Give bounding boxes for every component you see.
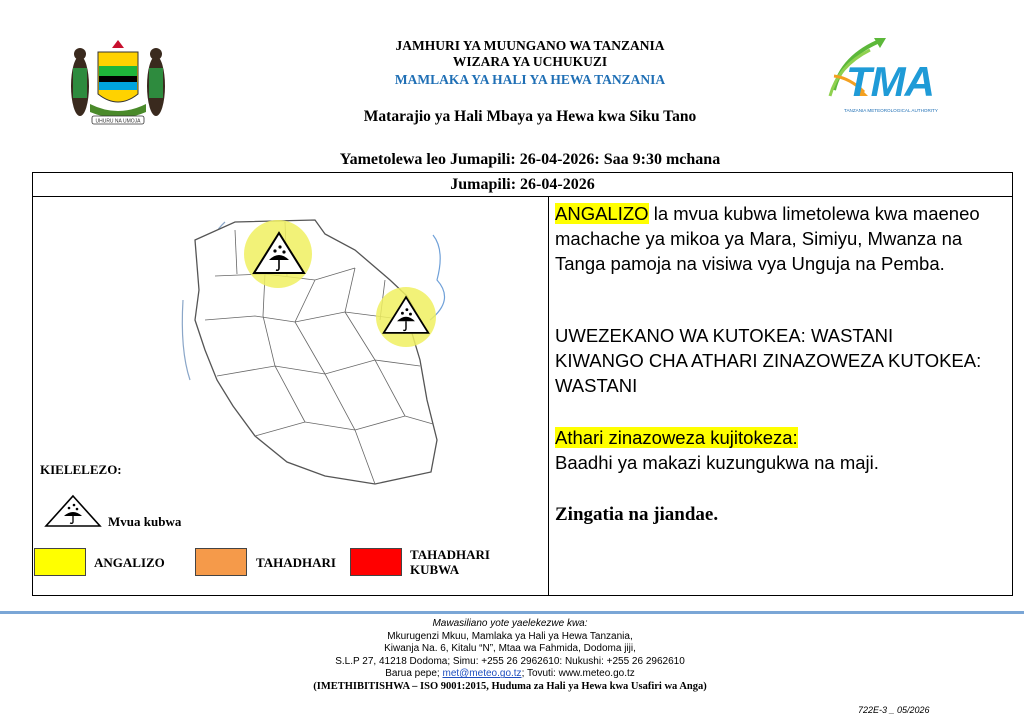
legend-label-angalizo: ANGALIZO	[94, 555, 165, 570]
email-prefix: Barua pepe;	[385, 668, 443, 680]
legend-label-tahadhari: TAHADHARI	[256, 555, 336, 570]
heavy-rain-icon	[251, 230, 307, 281]
assessment-block	[555, 323, 1005, 398]
footer-contacts	[200, 618, 820, 694]
impacts-heading: Athari zinazoweza kujitokeza:	[555, 427, 798, 448]
heavy-rain-icon	[381, 294, 431, 341]
header-line-2: WIZARA YA UCHUKUZI	[452, 54, 608, 69]
likelihood-text: UWEZEKANO WA KUTOKEA: WASTANI	[555, 325, 894, 346]
legend-heavy-rain-label: Mvua kubwa	[108, 514, 182, 529]
footer-divider	[0, 611, 1024, 614]
header-line-1: JAMHURI YA MUUNGANO WA TANZANIA	[395, 38, 665, 53]
impacts-text: Baadhi ya makazi kuzungukwa na maji.	[555, 452, 879, 473]
legend-title: KIELELEZO:	[40, 462, 122, 477]
coat-of-arms-logo	[62, 38, 174, 130]
warning-text: la mvua kubwa limetolewa kwa maeneo machache ya mikoa ya Mara, Simiyu, Mwanza na Tanga pamoja na visiwa vya Unguja na Pemba.	[555, 203, 980, 274]
column-divider	[548, 196, 549, 596]
header-line-3: MAMLAKA YA HALI YA HEWA TANZANIA	[394, 72, 666, 87]
day-header: Jumapili: 26-04-2026	[33, 173, 1012, 197]
footer-line-3: Kiwanja Na. 6, Kitalu “N”, Mtaa wa Fahmida, Dodoma jiji,	[384, 643, 636, 655]
website-text: ; Tovuti: www.meteo.go.tz	[521, 668, 635, 680]
footer-line-4: S.L.P 27, 41218 Dodoma; Simu: +255 26 2962610: Nukushi: +255 26 2962610	[335, 655, 685, 667]
legend-label-tahadhari-kubwa: TAHADHARI KUBWA	[410, 547, 490, 577]
legend-swatch-tahadhari-kubwa	[350, 548, 402, 576]
footer-line-6: (IMETHIBITISHWA – ISO 9001:2015, Huduma za Hali ya Hewa kwa Usafiri wa Anga)	[313, 680, 707, 692]
email-link[interactable]: met@meteo.go.tz	[442, 668, 522, 680]
issued-date: Yametolewa leo Jumapili: 26-04-2026: Saa 9:30 mchana	[339, 151, 721, 168]
tma-logo	[820, 36, 960, 122]
tma-logo-subtext: TANZANIA METEOROLOGICAL AUTHORITY	[844, 108, 938, 113]
tanzania-map	[175, 210, 475, 495]
impacts-block	[555, 425, 1005, 475]
advice-text: Zingatia na jiandae.	[555, 504, 719, 525]
footer-line-1: Mawasiliano yote yaelekezwe kwa:	[432, 618, 588, 629]
document-code: 722E-3 _ 05/2026	[858, 705, 930, 715]
footer-line-5	[200, 668, 820, 681]
warning-level-word: ANGALIZO	[555, 203, 649, 224]
impact-level-text: KIWANGO CHA ATHARI ZINAZOWEZA KUTOKEA: WASTANI	[555, 350, 982, 396]
legend-swatch-tahadhari	[195, 548, 247, 576]
legend-swatch-angalizo	[34, 548, 86, 576]
legend-heavy-rain-icon	[44, 494, 102, 533]
svg-text:UHURU NA UMOJA: UHURU NA UMOJA	[95, 118, 141, 125]
tma-logo-text: TMA	[846, 58, 934, 105]
document-subtitle: Matarajio ya Hali Mbaya ya Hewa kwa Siku Tano	[363, 108, 697, 125]
footer-line-2: Mkurugenzi Mkuu, Mamlaka ya Hali ya Hewa Tanzania,	[387, 630, 633, 642]
warning-paragraph	[555, 201, 1005, 276]
